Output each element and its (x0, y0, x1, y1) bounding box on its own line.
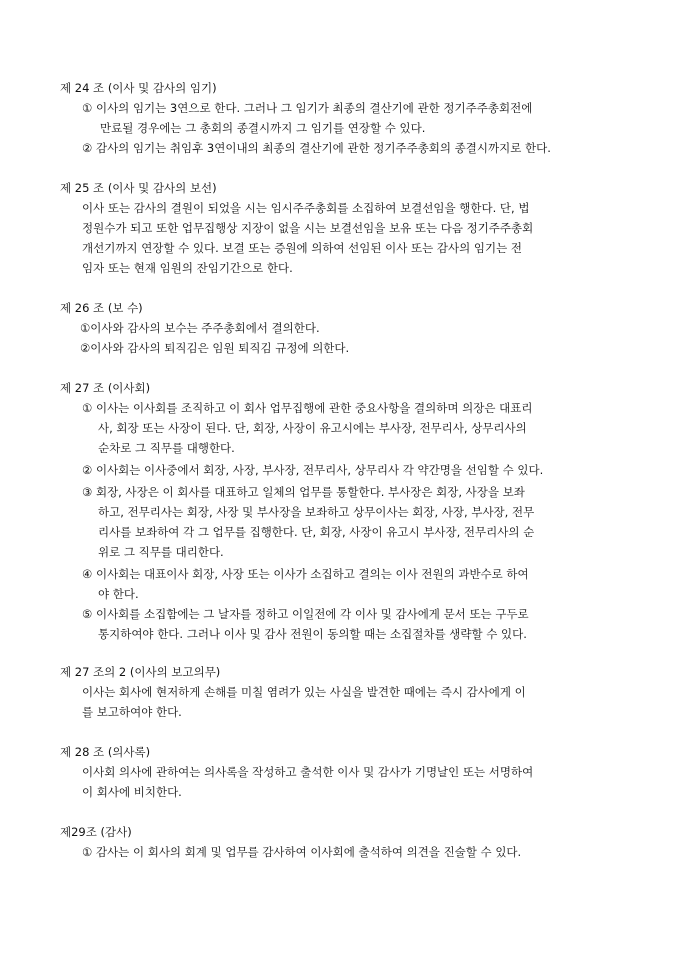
article-heading: 제 26 조 (보 수) (60, 301, 143, 315)
clause-line: 사, 회장 또는 사장이 된다. 단, 회장, 사장이 유고시에는 부사장, 전무리사, 상무리사의 (98, 421, 527, 435)
clause-line: 임자 또는 현재 임원의 잔임기간으로 한다. (82, 261, 293, 275)
clause-line: ④ 이사회는 대표이사 회장, 사장 또는 이사가 소집하고 결의는 이사 전원의 과반수로 하여 (82, 567, 529, 581)
clause-line: ①이사와 감사의 보수는 주주총회에서 결의한다. (80, 321, 320, 335)
clause-line: ② 이사회는 이사중에서 회장, 사장, 부사장, 전무리사, 상무리사 각 약간명을 선임할 수 있다. (82, 463, 544, 477)
article-heading: 제 28 조 (의사록) (60, 745, 151, 759)
clause-line: ② 감사의 임기는 취임후 3연이내의 최종의 결산기에 관한 정기주주총회의 종결시까지로 한다. (82, 141, 551, 155)
clause-line: 위로 그 직무를 대리한다. (98, 545, 224, 559)
clause-line: 하고, 전무리사는 회장, 사장 및 부사장을 보좌하고 상무이사는 회장, 사장, 부사장, 전무 (98, 505, 535, 519)
clause-line: 개선기까지 연장할 수 있다. 보결 또는 증원에 의하여 선임된 이사 또는 감사의 임기는 전 (82, 241, 522, 255)
clause-line: 를 보고하여야 한다. (82, 705, 182, 719)
clause-line: 만료될 경우에는 그 총회의 종결시까지 그 임기를 연장할 수 있다. (100, 121, 426, 135)
clause-line: 이사는 회사에 현저하게 손해를 미칠 염려가 있는 사실을 발견한 때에는 즉시 감사에게 이 (82, 685, 526, 699)
clause-line: ②이사와 감사의 퇴직김은 임원 퇴직김 규정에 의한다. (80, 341, 350, 355)
article-heading: 제29조 (감사) (60, 825, 132, 839)
clause-line: ⑤ 이사회를 소집함에는 그 날자를 정하고 이일전에 각 이사 및 감사에게 문서 또는 구두로 (82, 607, 529, 621)
clause-line: 이사 또는 감사의 결원이 되었을 시는 임시주주총회를 소집하여 보결선임을 행한다. 단, 법 (82, 201, 530, 215)
article-heading: 제 24 조 (이사 및 감사의 임기) (60, 81, 217, 95)
article-heading: 제 25 조 (이사 및 감사의 보선) (60, 181, 217, 195)
clause-line: 순차로 그 직무를 대행한다. (98, 441, 235, 455)
clause-line: ① 이사의 임기는 3연으로 한다. 그러나 그 임기가 최종의 결산기에 관한 정기주주총회전에 (82, 101, 533, 115)
article-heading: 제 27 조의 2 (이사의 보고의무) (60, 665, 221, 679)
clause-line: 리사를 보좌하여 각 그 업무를 집행한다. 단, 회장, 사장이 유고시 부사장, 전무리사의 순 (98, 525, 535, 539)
article-heading: 제 27 조 (이사회) (60, 381, 151, 395)
clause-line: 이 회사에 비치한다. (82, 785, 182, 799)
clause-line: 야 한다. (98, 587, 139, 601)
clause-line: 통지하여야 한다. 그러나 이사 및 감사 전원이 동의할 때는 소집절차를 생략할 수 있다. (98, 627, 527, 641)
clause-line: 이사회 의사에 관하여는 의사록을 작성하고 출석한 이사 및 감사가 기명날인 또는 서명하여 (82, 765, 534, 779)
clause-line: ① 감사는 이 회사의 회계 및 업무를 감사하여 이사회에 출석하여 의견을 진술할 수 있다. (82, 845, 522, 859)
clause-line: ③ 회장, 사장은 이 회사를 대표하고 일체의 업무를 통할한다. 부사장은 회장, 사장을 보좌 (82, 485, 525, 499)
clause-line: ① 이사는 이사회를 조직하고 이 회사 업무집행에 관한 중요사항을 결의하며 의장은 대표리 (82, 401, 533, 415)
clause-line: 정원수가 되고 또한 업무집행상 지장이 없을 시는 보결선임을 보유 또는 다음 정기주주총회 (82, 221, 534, 235)
